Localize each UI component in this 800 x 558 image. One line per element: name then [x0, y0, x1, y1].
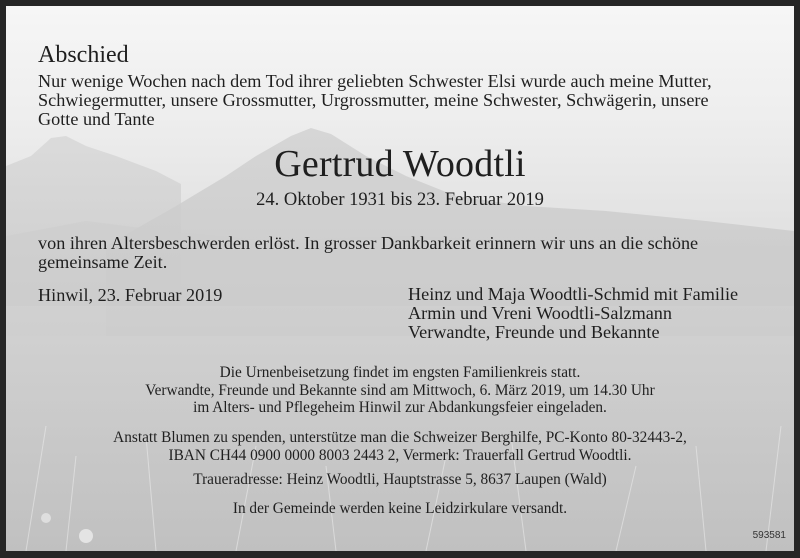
intro-line: Gotte und Tante: [38, 109, 155, 129]
ceremony-line: Die Urnenbeisetzung findet im engsten Familienkreis statt.: [219, 364, 581, 381]
mourner: Heinz und Maja Woodtli-Schmid mit Familie: [408, 284, 739, 304]
donation-line: IBAN CH44 0900 0000 8003 2443 2, Vermerk: Trauerfall Gertrud Woodtli.: [168, 446, 632, 464]
ceremony-info: [6, 364, 794, 417]
intro-line: Schwiegermutter, unsere Grossmutter, Urgrossmutter, meine Schwester, Schwägerin, unsere: [38, 90, 709, 110]
place-date: Hinwil, 23. Februar 2019: [38, 285, 223, 305]
mourners-list: [408, 285, 738, 342]
ceremony-line: im Alters- und Pflegeheim Hinwil zur Abdankungsfeier eingeladen.: [193, 399, 607, 416]
ceremony-line: Verwandte, Freunde und Bekannte sind am Mittwoch, 6. März 2019, um 14.30 Uhr: [145, 381, 655, 399]
mourner: Armin und Vreni Woodtli-Salzmann: [408, 303, 672, 323]
mourning-address: Traueradresse: Heinz Woodtli, Hauptstrasse 5, 8637 Laupen (Wald): [193, 471, 607, 488]
closing-text: [38, 234, 698, 272]
notice-heading: Abschied: [38, 42, 129, 68]
intro-line: Nur wenige Wochen nach dem Tod ihrer geliebten Schwester Elsi wurde auch meine Mutter,: [38, 71, 712, 91]
no-circulars-note: In der Gemeinde werden keine Leidzirkulare versandt.: [232, 500, 568, 517]
reference-number: 593581: [752, 530, 786, 541]
mourner: Verwandte, Freunde und Bekannte: [408, 322, 660, 342]
intro-text: [38, 72, 712, 129]
closing-line: gemeinsame Zeit.: [38, 252, 168, 272]
closing-line: von ihren Altersbeschwerden erlöst. In grosser Dankbarkeit erinnern wir uns an die schöne: [38, 233, 699, 253]
donation-info: [6, 429, 794, 464]
life-dates: 24. Oktober 1931 bis 23. Februar 2019: [256, 190, 544, 210]
deceased-name: Gertrud Woodtli: [274, 143, 526, 185]
donation-line: Anstatt Blumen zu spenden, unterstütze man die Schweizer Berghilfe, PC-Konto 80-32443-2,: [113, 429, 687, 446]
obituary-notice: [6, 6, 794, 551]
